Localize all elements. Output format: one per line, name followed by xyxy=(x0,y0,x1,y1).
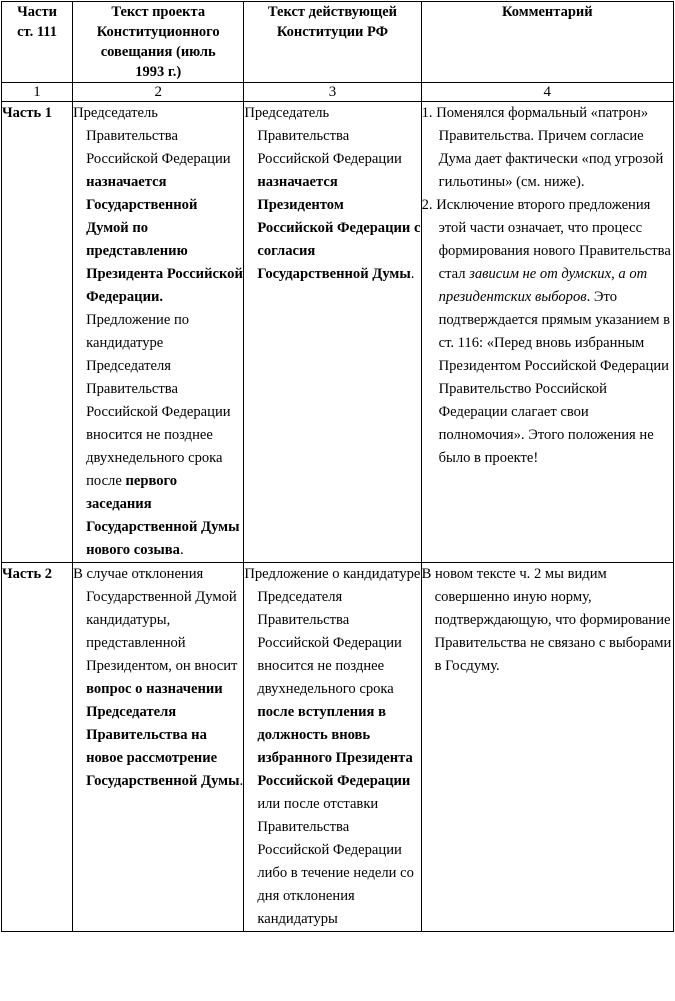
rich-text xyxy=(73,102,243,562)
commentary-item: В новом тексте ч. 2 мы видим совершенно иную норму, подтверждающую, что формирование Правительства не связано с выборами в Госдуму. xyxy=(421,566,672,674)
current-text-cell xyxy=(244,563,421,932)
column-number: 4 xyxy=(421,83,673,102)
column-number-row xyxy=(2,83,674,102)
list-marker: 1. xyxy=(421,105,437,121)
header-line: Конституционного xyxy=(96,24,220,40)
column-number: 3 xyxy=(244,83,421,102)
header-line: ст. 111 xyxy=(17,24,57,40)
commentary-item: 1. Поменялся формальный «патрон» Правительства. Причем согласие Дума дает фактически «под угрозой гильотины» (см. ниже). xyxy=(421,105,664,190)
header-line: Текст действующей xyxy=(267,4,398,20)
column-number: 1 xyxy=(2,83,73,102)
header-line: Комментарий xyxy=(501,4,593,20)
emphasis-bold: назначается Государственной Думой по представлению Президента Российской Федерации. xyxy=(86,174,243,305)
column-header-parts xyxy=(2,2,73,83)
emphasis-bold: после вступления в должность вновь избранного Президента Российской Федерации xyxy=(257,704,413,789)
header-line: Конституции РФ xyxy=(276,24,389,40)
header-line: 1993 г.) xyxy=(135,64,182,80)
emphasis-bold: первого заседания Государственной Думы нового созыва xyxy=(86,473,240,558)
commentary-list xyxy=(422,563,673,678)
text-paragraph: Предложение о кандидатуре Председателя Правительства Российской Федерации вносится не позднее двухнедельного срока после вступления в должность вновь избранного Президента Российской Федерации или после отставки Правительства Российской Федерации либо в течение недели со дня отклонения кандидатуры xyxy=(244,566,421,927)
text-paragraph: Председатель Правительства Российской Федерации назначается Президентом Российской Федерации с согласия Государственной Думы. xyxy=(244,105,421,282)
commentary-list xyxy=(422,102,673,470)
rich-text xyxy=(244,563,420,931)
part-label: Часть 1 xyxy=(2,102,73,563)
commentary-cell xyxy=(421,102,673,563)
rich-text xyxy=(73,563,243,793)
column-header-draft-text xyxy=(73,2,244,83)
header-line: Текст проекта xyxy=(111,4,206,20)
column-header-current-text xyxy=(244,2,421,83)
current-text-cell xyxy=(244,102,421,563)
emphasis-italic: зависим не от думских, а от президентских выборов xyxy=(438,266,648,305)
part-label: Часть 2 xyxy=(2,563,73,932)
header-line: Части xyxy=(17,4,57,20)
table-header-row xyxy=(2,2,674,83)
column-header-commentary xyxy=(421,2,673,83)
text-paragraph: Председатель Правительства Российской Федерации назначается Государственной Думой по представлению Президента Российской Федерации. Предложение по кандидатуре Председателя Правительства Российской Федерации вносится не позднее двухнедельного срока после первого заседания Государственной Думы нового созыва. xyxy=(73,105,243,558)
emphasis-bold: вопрос о назначении Председателя Правительства на новое рассмотрение Государственной Думы xyxy=(86,681,240,789)
text-paragraph: В случае отклонения Государственной Думой кандидатуры, представленной Президентом, он вносит вопрос о назначении Председателя Правительства на новое рассмотрение Государственной Думы. xyxy=(73,566,244,789)
column-number: 2 xyxy=(73,83,244,102)
rich-text xyxy=(244,102,420,286)
draft-text-cell xyxy=(73,102,244,563)
table-row xyxy=(2,102,674,563)
emphasis-bold: назначается Президентом Российской Федерации с согласия Государственной Думы xyxy=(257,174,421,282)
commentary-item: 2. Исключение второго предложения этой части означает, что процесс формирования нового Правительства стал зависим не от думских, а от президентских выборов. Это подтверждается прямым указанием в ст. 116: «Перед вновь избранным Президентом Российской Федерации Правительство Российской Федерации слагает свои полномочия». Этого положения не было в проекте! xyxy=(421,197,671,466)
comparison-table xyxy=(1,1,674,932)
table-row xyxy=(2,563,674,932)
list-marker: 2. xyxy=(421,197,437,213)
header-line: совещания (июль xyxy=(100,44,216,60)
draft-text-cell xyxy=(73,563,244,932)
commentary-cell xyxy=(421,563,673,932)
